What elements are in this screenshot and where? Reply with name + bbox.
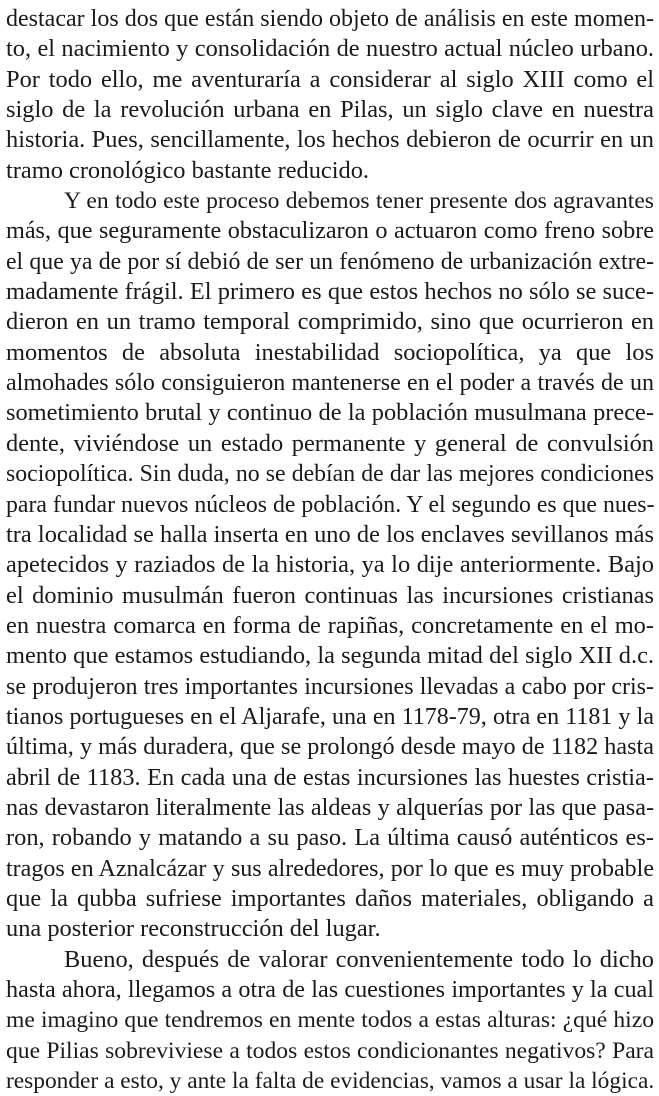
text-line: mento que estamos estudiando, la segunda mitad del siglo XII d.c.: [6, 642, 654, 670]
text-line: to, el nacimiento y consolidación de nuestro actual núcleo urbano.: [6, 35, 654, 63]
text-line: el dominio musulmán fueron continuas las incursiones cristianas: [6, 581, 654, 609]
document-page: [6, 4, 654, 1096]
text-line: destacar los dos que están siendo objeto de análisis en este momen-: [6, 6, 654, 32]
text-line: Bueno, después de valorar convenientemente todo lo dicho: [64, 945, 654, 973]
text-line: sociopolítica. Sin duda, no se debían de dar las mejores condiciones: [6, 461, 654, 488]
text-line: tragos en Aznalcázar y sus alrededores, por lo que es muy probable: [6, 855, 654, 882]
text-line: hasta ahora, llegamos a otra de las cuestiones importantes y la cual: [6, 976, 654, 1003]
paragraph: [6, 945, 654, 1096]
text-line: me imagino que tendremos en mente todos a estas alturas: ¿qué hizo: [6, 1007, 654, 1034]
text-line: se produjeron tres importantes incursiones llevadas a cabo por cris-: [6, 673, 654, 700]
text-line: dente, viviéndose un estado permanente y general de convulsión: [6, 429, 654, 457]
text-line: Y en todo este proceso debemos tener presente dos agravantes: [64, 188, 654, 215]
text-line: historia. Pues, sencillamente, los hechos debieron de ocurrir en un: [6, 126, 654, 154]
text-line: madamente frágil. El primero es que estos hechos no sólo se suce-: [6, 278, 654, 306]
text-line: sometimiento brutal y continuo de la población musulmana prece-: [6, 399, 654, 427]
text-line: que Pilias sobreviviese a todos estos condicionantes negativos? Para: [6, 1037, 654, 1064]
text-line: más, que seguramente obstaculizaron o actuaron como freno sobre: [6, 217, 654, 245]
text-line: responder a esto, y ante la falta de evidencias, vamos a usar la lógica.: [6, 1068, 654, 1095]
text-line: tra localidad se halla inserta en uno de los enclaves sevillanos más: [6, 520, 654, 548]
text-line: tianos portugueses en el Aljarafe, una en 1178-79, otra en 1181 y la: [6, 703, 654, 730]
text-line: dieron en un tramo temporal comprimido, sino que ocurrieron en: [6, 308, 654, 336]
text-line: que la qubba sufriese importantes daños materiales, obligando a: [6, 884, 654, 912]
text-line: una posterior reconstrucción del lugar.: [6, 915, 381, 943]
text-line: en nuestra comarca en forma de rapiñas, concretamente en el mo-: [6, 611, 654, 639]
text-line: Por todo ello, me aventuraría a considerar al siglo XIII como el: [6, 65, 654, 93]
text-line: momentos de absoluta inestabilidad sociopolítica, ya que los: [6, 338, 654, 366]
text-line: última, y más duradera, que se prolongó desde mayo de 1182 hasta: [6, 733, 654, 761]
text-line: apetecidos y raziados de la historia, ya lo dije anteriormente. Bajo: [6, 551, 654, 579]
text-line: siglo de la revolución urbana en Pilas, un siglo clave en nuestra: [6, 96, 654, 124]
text-line: tramo cronológico bastante reducido.: [6, 156, 370, 184]
paragraph: [6, 186, 654, 945]
text-line: abril de 1183. En cada una de estas incursiones las huestes cristia-: [6, 763, 654, 791]
text-line: nas devastaron literalmente las aldeas y alquerías por las que pasa-: [6, 793, 654, 821]
text-line: almohades sólo consiguieron mantenerse en el poder a través de un: [6, 370, 654, 397]
text-line: para fundar nuevos núcleos de población. Y el segundo es que nues-: [6, 491, 654, 518]
text-line: el que ya de por sí debió de ser un fenómeno de urbanización extre-: [6, 248, 654, 275]
text-line: ron, robando y matando a su paso. La última causó auténticos es-: [6, 824, 654, 852]
paragraph: [6, 4, 654, 186]
